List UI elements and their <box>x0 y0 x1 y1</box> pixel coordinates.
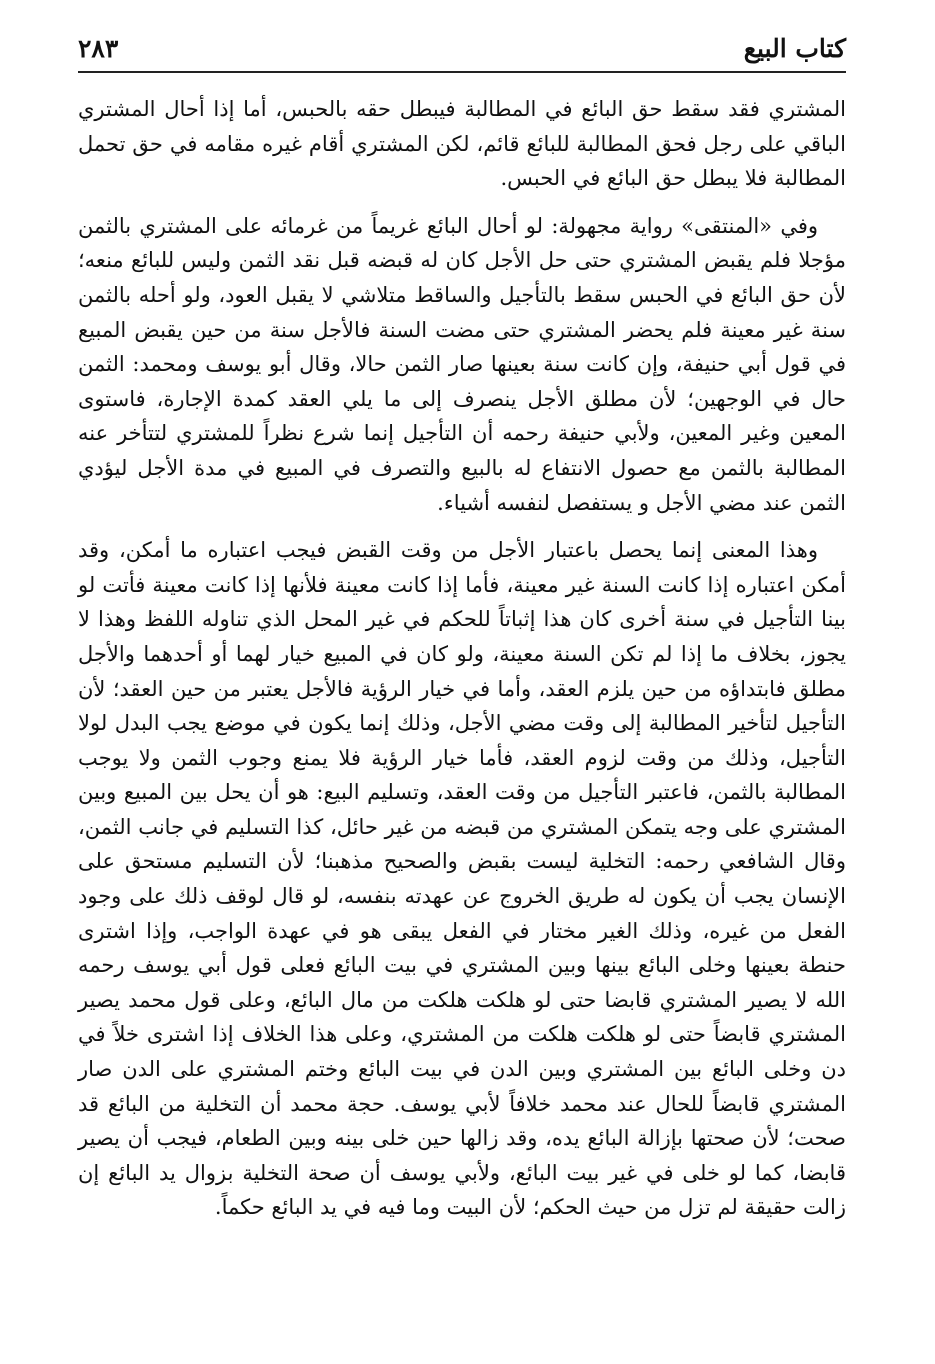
running-title: كتاب البيع <box>743 34 846 63</box>
paragraph-1: المشتري فقد سقط حق البائع في المطالبة فيبطل حقه بالحبس، أما إذا أحال المشتري الباقي على رجل فحق المطالبة للبائع قائم، لكن المشتري أقام غيره مقامه في حق تحمل المطالبة فلا يبطل حق البائع في الحبس. <box>78 97 846 191</box>
page-number: ٢٨٣ <box>78 34 119 63</box>
paragraph-3: وهذا المعنى إنما يحصل باعتبار الأجل من وقت القبض فيجب اعتباره ما أمكن، وقد أمكن اعتباره إذا كانت السنة غير معينة، فأما إذا كانت معينة فلأنها إذا كانت معينة فأتت لو بينا التأجيل في سنة أخرى كان هذا إثباتاً للحكم في غير المحل الذي تناوله اللفظ وهذا لا يجوز، بخلاف ما إذا لم تكن السنة معينة، ولو كان في المبيع خيار لهما أو أحدهما والأجل مطلق فابتداؤه من حين يلزم العقد، وأما في خيار الرؤية فالأجل يعتبر من حين العقد؛ لأن التأجيل لتأخير المطالبة إلى وقت مضي الأجل، وذلك إنما يكون في موضع يجب البدل لولا التأجيل، وذلك من وقت لزوم العقد، فأما خيار الرؤية فلا يمنع وجوب الثمن ولا يوجب المطالبة بالثمن، فاعتبر التأجيل من وقت العقد، وتسليم البيع: هو أن يحل بين المبيع وبين المشتري على وجه يتمكن المشتري من قبضه من غير حائل، كذا التسليم في جانب الثمن، وقال الشافعي رحمه: التخلية ليست بقبض والصحيح مذهبنا؛ لأن التسليم مستحق على الإنسان يجب أن يكون له طريق الخروج عن عهدته بنفسه، لو قال لوقف ذلك على وجود الفعل من غيره، وذلك الغير مختار في الفعل يبقى هو في عهدة الواجب، وإذا اشترى حنطة بعينها وخلى البائع بينها وبين المشتري في بيت البائع فعلى قول أبي يوسف رحمه الله لا يصير المشتري قابضا حتى لو هلكت هلكت من مال البائع، وعلى قول محمد يصير المشتري قابضاً حتى لو هلكت هلكت من المشتري، وعلى هذا الخلاف إذا اشترى خلاً في دن وخلى البائع بين المشتري وبين الدن في بيت البائع وختم المشتري على الدن صار المشتري قابضاً للحال عند محمد خلافاً لأبي يوسف. حجة محمد أن التخلية من البائع قد صحت؛ لأن صحتها بإزالة البائع يده، وقد زالها حين خلى بينه وبين الطعام، فيجب أن يصير قابضا، كما لو خلى في غير بيت البائع، ولأبي يوسف أن صحة التخلية بزوال يد البائع إن زالت حقيقة لم تزل من حيث الحكم؛ لأن البيت وما فيه في يد البائع حكماً. <box>78 538 846 1220</box>
page-header <box>78 30 846 68</box>
header-rule <box>78 71 846 73</box>
body-text <box>78 92 846 1238</box>
paragraph-2: وفي «المنتقى» رواية مجهولة: لو أحال البائع غريماً من غرمائه على المشتري بالثمن مؤجلا فلم يقبض المشتري حتى حل الأجل كان له قبضه قبل نقد الثمن وليس للبائع منعه؛ لأن حق البائع في الحبس سقط بالتأجيل والساقط متلاشي لا يقبل العود، ولو أحله بالثمن سنة غير معينة فلم يحضر المشتري حتى مضت السنة فالأجل سنة من حين يقبض المبيع في قول أبي حنيفة، وإن كانت سنة بعينها صار الثمن حالا، وقال أبو يوسف ومحمد: الثمن حال في الوجهين؛ لأن مطلق الأجل ينصرف إلى ما يلي العقد كمدة الإجارة، فاستوى المعين وغير المعين، ولأبي حنيفة رحمه أن التأجيل إنما شرع نظراً للمشتري لتتأخر عنه المطالبة بالثمن مع حصول الانتفاع له بالبيع والتصرف في المبيع في مدة الأجل ليؤدي الثمن عند مضي الأجل و يستفصل لنفسه أشياء. <box>78 213 846 515</box>
